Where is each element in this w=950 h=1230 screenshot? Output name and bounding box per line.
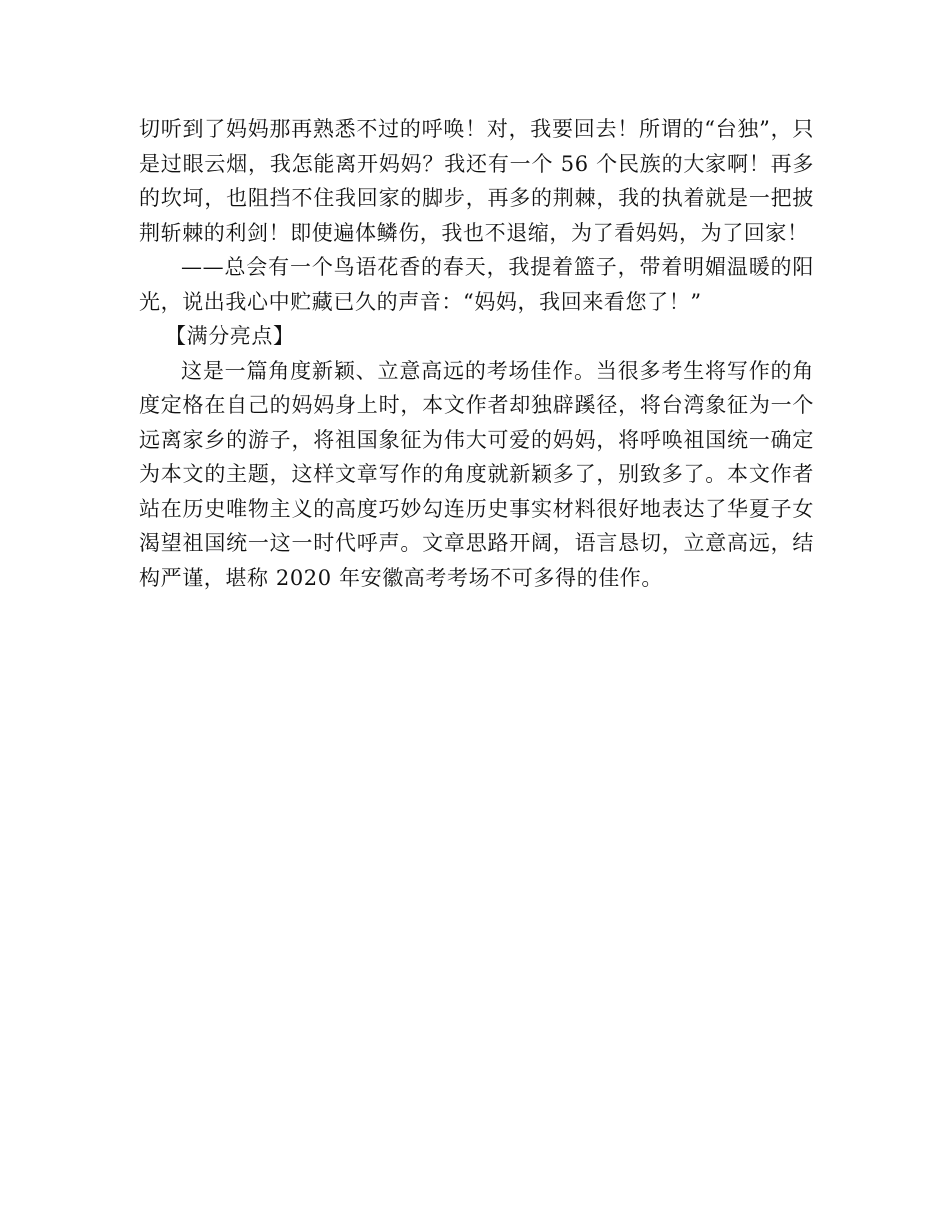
paragraph-commentary: 这是一篇角度新颖、立意高远的考场佳作。当很多考生将写作的角度定格在自己的妈妈身上时，本文作者却独辟蹊径，将台湾象征为一个远离家乡的游子，将祖国象征为伟大可爱的妈妈，将呼唤祖国统一确定为本文的主题，这样文章写作的角度就新颖多了，别致多了。本文作者站在历史唯物主义的高度巧妙勾连历史事实材料很好地表达了华夏子女渴望祖国统一这一时代呼声。文章思路开阔，语言恳切，立意高远，结构严谨，堪称 2020 年安徽高考考场不可多得的佳作。: [139, 358, 814, 590]
paragraph-continuation: 切听到了妈妈那再熟悉不过的呼唤！对，我要回去！所谓的“台独”，只是过眼云烟，我怎能离开妈妈？我还有一个 56 个民族的大家啊！再多的坎坷，也阻挡不住我回家的脚步，再多的荆棘，我的执着就是一把披荆斩棘的利剑！即使遍体鳞伤，我也不退缩，为了看妈妈，为了回家！: [139, 117, 814, 245]
document-body: [139, 112, 814, 595]
section-heading-highlight: 【满分亮点】: [165, 324, 295, 348]
paragraph-ending: ——总会有一个鸟语花香的春天，我提着篮子，带着明媚温暖的阳光，说出我心中贮藏已久的声音：“妈妈，我回来看您了！”: [139, 255, 814, 314]
